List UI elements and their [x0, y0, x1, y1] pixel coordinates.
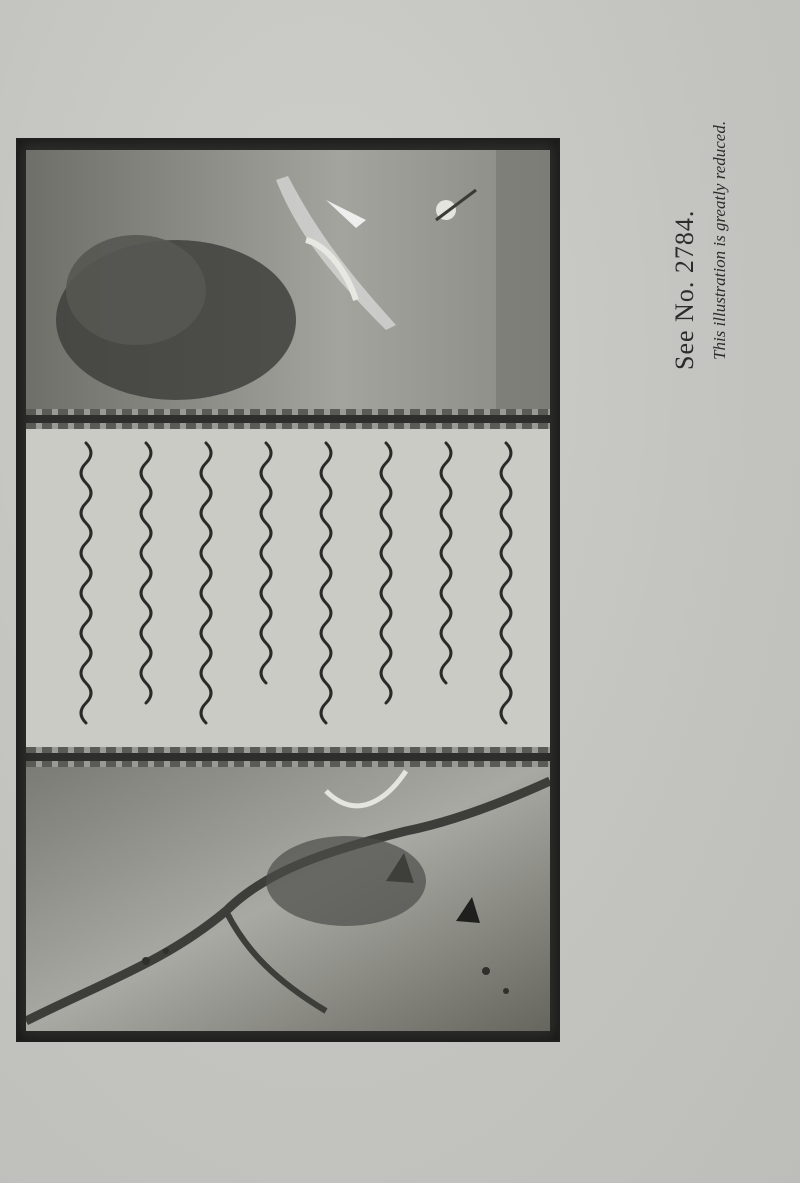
upper-painting: [26, 150, 550, 415]
caption-block: [610, 120, 730, 780]
plate-number: See No. 2784.: [670, 209, 699, 370]
calligraphy-panel: [26, 423, 550, 753]
lower-painting: [26, 761, 550, 1031]
reduction-note: This illustration is greatly reduced.: [710, 120, 729, 360]
upper-painting-image: [26, 150, 550, 415]
mid-border-top: [26, 423, 550, 429]
calligraphy-image: [26, 423, 550, 753]
artwork-plate: [18, 140, 558, 1040]
mid-border-bottom: [26, 747, 550, 753]
upper-border: [26, 409, 550, 415]
lower-painting-image: [26, 761, 550, 1031]
lower-border: [26, 761, 550, 767]
